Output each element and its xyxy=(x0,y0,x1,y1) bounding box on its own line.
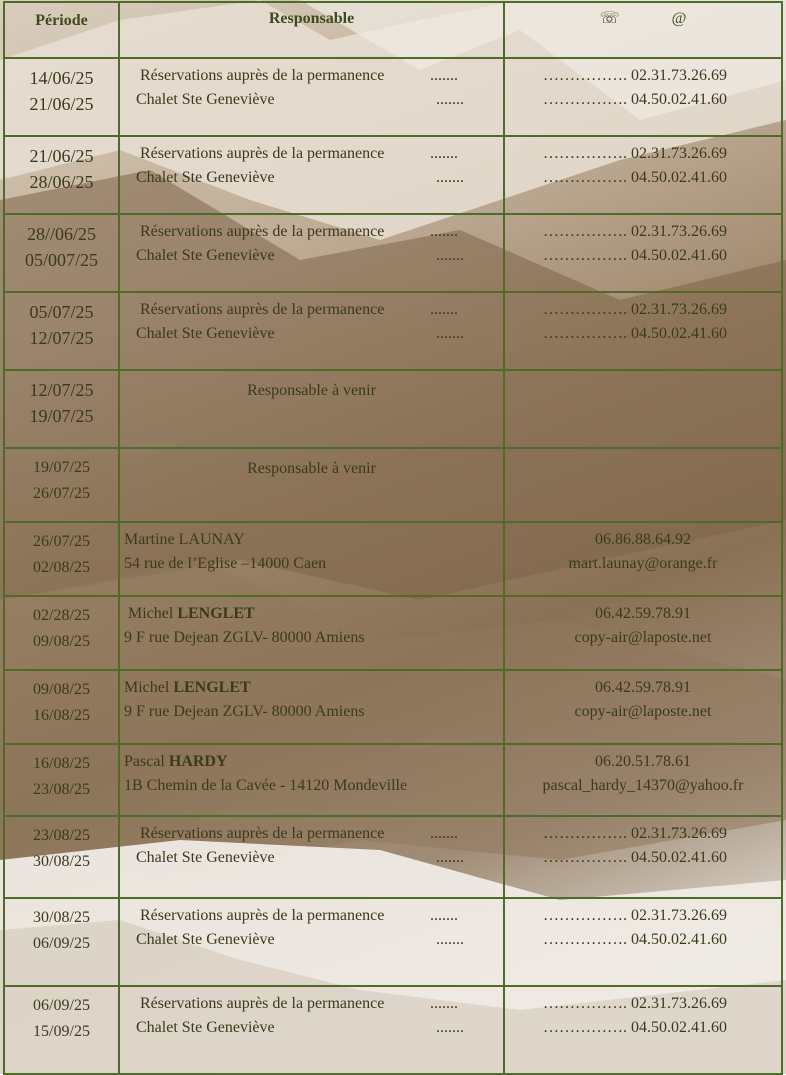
responsable-email[interactable]: mart.launay@orange.fr xyxy=(568,555,718,572)
responsable-first-name: Michel xyxy=(124,605,178,622)
dot-leader: ....... xyxy=(430,995,458,1012)
contact-cell xyxy=(504,370,782,448)
responsable-last-name: LENGLET xyxy=(177,605,255,622)
table-row xyxy=(4,448,782,522)
contact-cell xyxy=(504,58,782,136)
period-end: 21/06/25 xyxy=(29,94,94,114)
phone-permanence: ……………. 02.31.73.26.69 xyxy=(543,995,727,1012)
dot-leader: ....... xyxy=(436,91,464,108)
period-start: 14/06/25 xyxy=(29,68,94,88)
responsable-phone: 06.20.51.78.61 xyxy=(595,753,691,770)
contact-cell xyxy=(504,744,782,816)
schedule-table xyxy=(3,1,783,1075)
phone-chalet: ……………. 04.50.02.41.60 xyxy=(543,91,727,108)
dot-leader: ....... xyxy=(436,1019,464,1036)
contact-cell xyxy=(504,136,782,214)
table-row xyxy=(4,292,782,370)
table-header-row xyxy=(4,2,782,58)
reservation-label: Réservations auprès de la permanence xyxy=(140,301,385,318)
phone-chalet: ……………. 04.50.02.41.60 xyxy=(543,1019,727,1036)
chalet-label: Chalet Ste Geneviève xyxy=(136,931,275,948)
contact-header xyxy=(504,2,782,58)
phone-chalet: ……………. 04.50.02.41.60 xyxy=(543,325,727,342)
responsable-address: 9 F rue Dejean ZGLV- 80000 Amiens xyxy=(124,703,365,720)
reservation-label: Réservations auprès de la permanence xyxy=(140,223,385,240)
dot-leader: ....... xyxy=(430,825,458,842)
period-cell xyxy=(4,898,119,986)
reservation-label: Réservations auprès de la permanence xyxy=(140,67,385,84)
period-cell xyxy=(4,370,119,448)
responsable-cell xyxy=(119,136,504,214)
table-row xyxy=(4,816,782,898)
responsable-email[interactable]: copy-air@laposte.net xyxy=(574,629,712,646)
phone-chalet: ……………. 04.50.02.41.60 xyxy=(543,169,727,186)
dot-leader: ....... xyxy=(436,247,464,264)
responsable-phone: 06.42.59.78.91 xyxy=(595,605,691,622)
chalet-label: Chalet Ste Geneviève xyxy=(136,325,275,342)
responsable-cell xyxy=(119,58,504,136)
responsable-header: Responsable xyxy=(119,2,504,58)
period-start: 19/07/25 xyxy=(33,459,90,476)
dot-leader: ....... xyxy=(436,931,464,948)
period-start: 16/08/25 xyxy=(33,755,90,772)
contact-cell xyxy=(504,986,782,1074)
period-cell xyxy=(4,136,119,214)
phone-icon: ☏ xyxy=(599,10,620,27)
responsable-cell xyxy=(119,986,504,1074)
responsable-address: 54 rue de l’Eglise –14000 Caen xyxy=(124,555,327,572)
dot-leader: ....... xyxy=(430,145,458,162)
period-start: 12/07/25 xyxy=(29,380,94,400)
responsable-first-name: Pascal xyxy=(124,753,169,770)
responsable-last-name: LENGLET xyxy=(173,679,251,696)
contact-cell xyxy=(504,448,782,522)
table-row xyxy=(4,136,782,214)
responsable-a-venir: Responsable à venir xyxy=(247,382,376,399)
period-end: 12/07/25 xyxy=(29,328,94,348)
at-icon: @ xyxy=(671,10,687,27)
contact-cell xyxy=(504,292,782,370)
dot-leader: ....... xyxy=(436,849,464,866)
period-end: 15/09/25 xyxy=(33,1023,90,1040)
dot-leader: ....... xyxy=(430,301,458,318)
period-end: 09/08/25 xyxy=(33,633,90,650)
period-cell xyxy=(4,214,119,292)
period-start: 09/08/25 xyxy=(33,681,90,698)
period-end: 30/08/25 xyxy=(33,853,90,870)
responsable-phone: 06.86.88.64.92 xyxy=(595,531,691,548)
period-cell xyxy=(4,816,119,898)
chalet-label: Chalet Ste Geneviève xyxy=(136,169,275,186)
responsable-cell xyxy=(119,596,504,670)
chalet-label: Chalet Ste Geneviève xyxy=(136,1019,275,1036)
phone-permanence: ……………. 02.31.73.26.69 xyxy=(543,67,727,84)
period-cell xyxy=(4,292,119,370)
period-start: 05/07/25 xyxy=(29,302,94,322)
period-end: 16/08/25 xyxy=(33,707,90,724)
phone-chalet: ……………. 04.50.02.41.60 xyxy=(543,931,727,948)
period-cell xyxy=(4,744,119,816)
responsable-email[interactable]: pascal_hardy_14370@yahoo.fr xyxy=(542,777,744,794)
period-end: 19/07/25 xyxy=(29,406,94,426)
dot-leader: ....... xyxy=(436,325,464,342)
responsable-address: 9 F rue Dejean ZGLV- 80000 Amiens xyxy=(124,629,365,646)
period-end: 28/06/25 xyxy=(29,172,94,192)
contact-cell xyxy=(504,214,782,292)
table-row xyxy=(4,986,782,1074)
phone-permanence: ……………. 02.31.73.26.69 xyxy=(543,907,727,924)
period-end: 02/08/25 xyxy=(33,559,90,576)
contact-cell xyxy=(504,898,782,986)
period-start: 02/28/25 xyxy=(33,607,90,624)
responsable-email[interactable]: copy-air@laposte.net xyxy=(574,703,712,720)
table-row xyxy=(4,522,782,596)
contact-cell xyxy=(504,670,782,744)
responsable-cell xyxy=(119,448,504,522)
contact-cell xyxy=(504,596,782,670)
period-end: 05/007/25 xyxy=(24,250,98,270)
table-row xyxy=(4,898,782,986)
responsable-cell xyxy=(119,292,504,370)
contact-cell xyxy=(504,816,782,898)
period-cell xyxy=(4,670,119,744)
period-start: 21/06/25 xyxy=(29,146,94,166)
dot-leader: ....... xyxy=(430,223,458,240)
phone-chalet: ……………. 04.50.02.41.60 xyxy=(543,849,727,866)
responsable-cell xyxy=(119,816,504,898)
responsable-last-name: HARDY xyxy=(168,753,228,770)
dot-leader: ....... xyxy=(430,907,458,924)
contact-cell xyxy=(504,522,782,596)
responsable-cell xyxy=(119,898,504,986)
period-cell xyxy=(4,522,119,596)
responsable-cell xyxy=(119,370,504,448)
periode-header: Période xyxy=(4,2,119,58)
phone-permanence: ……………. 02.31.73.26.69 xyxy=(543,301,727,318)
responsable-cell xyxy=(119,522,504,596)
table-row xyxy=(4,214,782,292)
period-start: 26/07/25 xyxy=(33,533,90,550)
dot-leader: ....... xyxy=(436,169,464,186)
phone-permanence: ……………. 02.31.73.26.69 xyxy=(543,825,727,842)
table-row xyxy=(4,370,782,448)
reservation-label: Réservations auprès de la permanence xyxy=(140,825,385,842)
responsable-cell xyxy=(119,214,504,292)
responsable-phone: 06.42.59.78.91 xyxy=(595,679,691,696)
period-start: 28//06/25 xyxy=(26,224,96,244)
period-start: 23/08/25 xyxy=(33,827,90,844)
period-start: 06/09/25 xyxy=(33,997,90,1014)
responsable-first-name: Martine LAUNAY xyxy=(124,531,245,548)
responsable-first-name: Michel xyxy=(124,679,174,696)
reservation-label: Réservations auprès de la permanence xyxy=(140,145,385,162)
period-end: 26/07/25 xyxy=(33,485,90,502)
responsable-a-venir: Responsable à venir xyxy=(247,460,376,477)
table-row xyxy=(4,596,782,670)
phone-permanence: ……………. 02.31.73.26.69 xyxy=(543,145,727,162)
chalet-label: Chalet Ste Geneviève xyxy=(136,849,275,866)
responsable-cell xyxy=(119,744,504,816)
table-row xyxy=(4,670,782,744)
period-end: 23/08/25 xyxy=(33,781,90,798)
table-row xyxy=(4,58,782,136)
table-row xyxy=(4,744,782,816)
period-start: 30/08/25 xyxy=(33,909,90,926)
chalet-label: Chalet Ste Geneviève xyxy=(136,247,275,264)
chalet-label: Chalet Ste Geneviève xyxy=(136,91,275,108)
reservation-label: Réservations auprès de la permanence xyxy=(140,995,385,1012)
period-cell xyxy=(4,986,119,1074)
period-cell xyxy=(4,58,119,136)
responsable-address: 1B Chemin de la Cavée - 14120 Mondeville xyxy=(124,777,408,794)
reservation-label: Réservations auprès de la permanence xyxy=(140,907,385,924)
dot-leader: ....... xyxy=(430,67,458,84)
period-cell xyxy=(4,596,119,670)
period-cell xyxy=(4,448,119,522)
period-end: 06/09/25 xyxy=(33,935,90,952)
phone-chalet: ……………. 04.50.02.41.60 xyxy=(543,247,727,264)
responsable-cell xyxy=(119,670,504,744)
phone-permanence: ……………. 02.31.73.26.69 xyxy=(543,223,727,240)
